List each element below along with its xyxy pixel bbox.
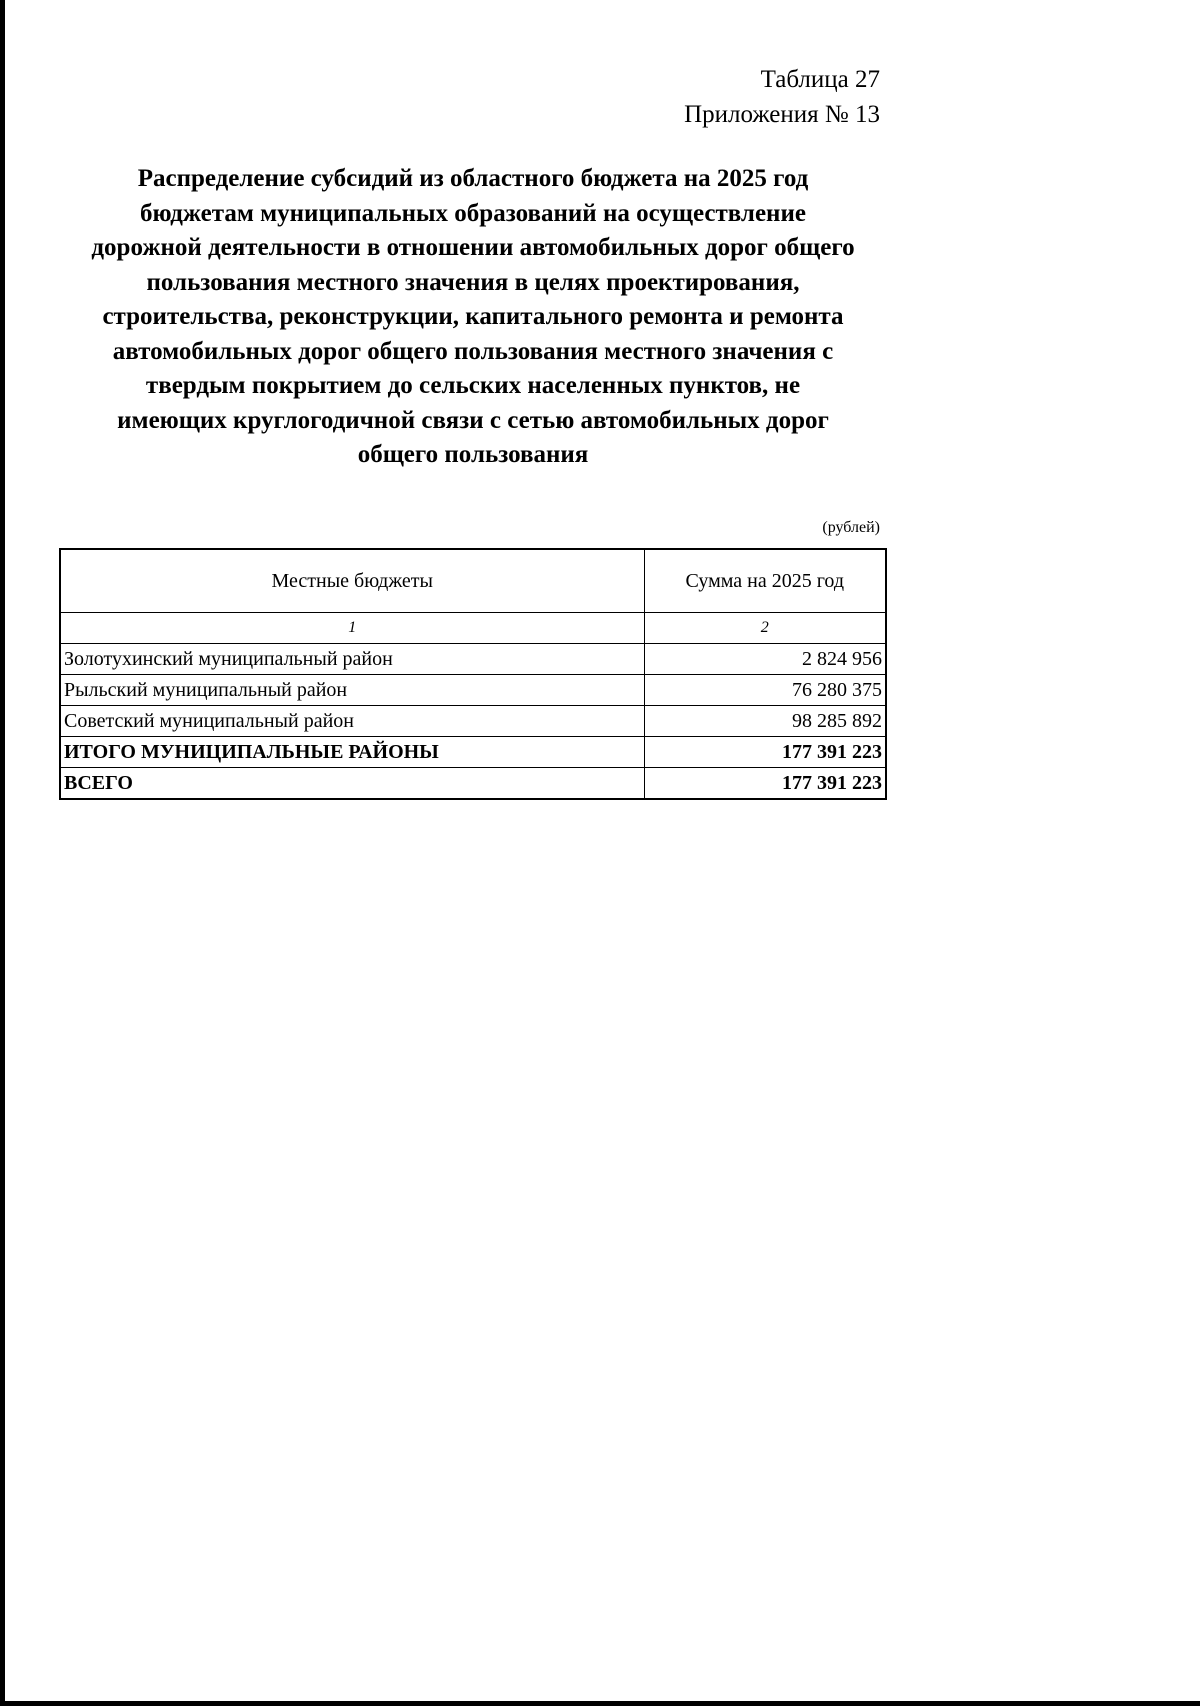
row-name: Золотухинский муниципальный район xyxy=(60,644,644,675)
title-line: пользования местного значения в целях проектирования, xyxy=(146,268,800,296)
subtotal-name: ИТОГО МУНИЦИПАЛЬНЫЕ РАЙОНЫ xyxy=(60,737,644,768)
scan-edge-left xyxy=(0,0,5,1706)
table-header-row xyxy=(60,549,886,613)
title-line: общего пользования xyxy=(357,441,589,468)
header-local-budgets: Местные бюджеты xyxy=(60,549,644,613)
table-row xyxy=(60,644,886,675)
table-label: Таблица 27 xyxy=(760,66,880,93)
table-row xyxy=(60,706,886,737)
row-amount: 98 285 892 xyxy=(644,706,886,737)
title-line: строительства, реконструкции, капитального ремонта и ремонта xyxy=(102,303,844,330)
total-amount: 177 391 223 xyxy=(644,768,886,800)
title-line: Распределение субсидий из областного бюджета на 2025 год xyxy=(137,165,809,192)
title-line: бюджетам муниципальных образований на осуществление xyxy=(140,199,806,227)
row-amount: 2 824 956 xyxy=(644,644,886,675)
unit-note: (рублей) xyxy=(822,519,880,536)
budget-table xyxy=(59,548,887,800)
total-name: ВСЕГО xyxy=(60,768,644,800)
title-line: автомобильных дорог общего пользования местного значения с xyxy=(112,337,834,365)
header-note xyxy=(684,62,880,132)
title-line: имеющих круглогодичной связи с сетью автомобильных дорог xyxy=(117,406,829,434)
header-amount-2025: Сумма на 2025 год xyxy=(644,549,886,613)
column-number-row xyxy=(60,613,886,644)
table-row xyxy=(60,675,886,706)
appendix-label: Приложения № 13 xyxy=(684,101,880,128)
total-row xyxy=(60,768,886,800)
row-name: Советский муниципальный район xyxy=(60,706,644,737)
subtotal-amount: 177 391 223 xyxy=(644,737,886,768)
column-number-1: 1 xyxy=(60,613,644,644)
title-line: твердым покрытием до сельских населенных пунктов, не xyxy=(145,372,801,399)
row-name: Рыльский муниципальный район xyxy=(60,675,644,706)
document-title xyxy=(60,162,886,473)
column-number-2: 2 xyxy=(644,613,886,644)
row-amount: 76 280 375 xyxy=(644,675,886,706)
subtotal-row xyxy=(60,737,886,768)
title-line: дорожной деятельности в отношении автомобильных дорог общего xyxy=(91,234,855,261)
scan-edge-bottom xyxy=(0,1701,1200,1706)
